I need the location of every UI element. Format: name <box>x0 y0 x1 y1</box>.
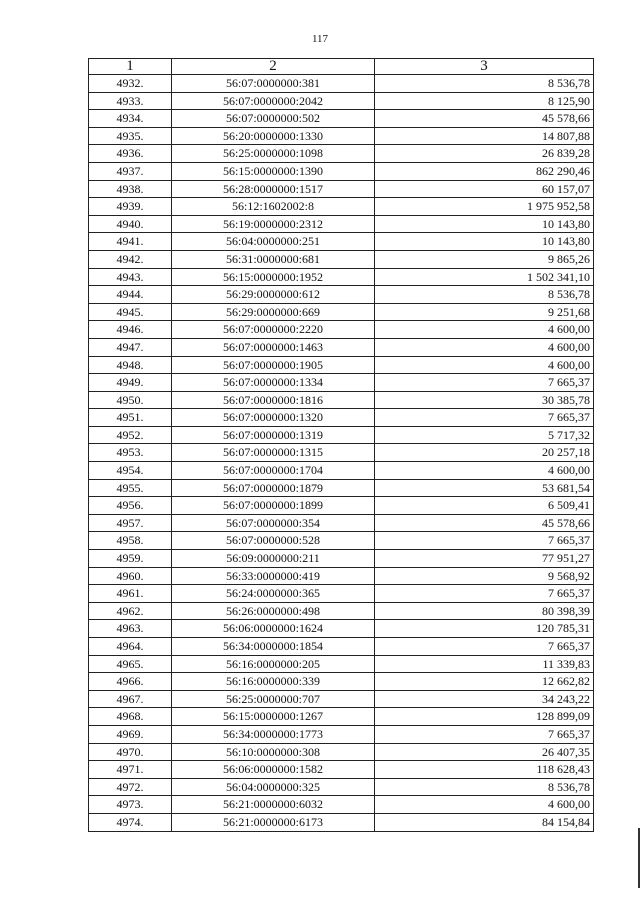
amount: 7 665,37 <box>375 725 594 743</box>
row-number: 4942. <box>89 250 172 268</box>
amount: 9 251,68 <box>375 303 594 321</box>
row-number: 4960. <box>89 567 172 585</box>
table-row <box>89 268 594 286</box>
row-number: 4968. <box>89 708 172 726</box>
column-header-3: 3 <box>375 59 594 75</box>
cadastral-number: 56:25:0000000:707 <box>172 690 375 708</box>
table-row <box>89 725 594 743</box>
cadastral-number: 56:07:0000000:1334 <box>172 374 375 392</box>
amount: 862 290,46 <box>375 162 594 180</box>
cadastral-number: 56:15:0000000:1952 <box>172 268 375 286</box>
cadastral-number: 56:07:0000000:1899 <box>172 497 375 515</box>
cadastral-number: 56:34:0000000:1854 <box>172 638 375 656</box>
table-row <box>89 303 594 321</box>
amount: 6 509,41 <box>375 497 594 515</box>
row-number: 4944. <box>89 286 172 304</box>
table-row <box>89 655 594 673</box>
amount: 20 257,18 <box>375 444 594 462</box>
cadastral-number: 56:19:0000000:2312 <box>172 215 375 233</box>
table-row <box>89 514 594 532</box>
column-header-2: 2 <box>172 59 375 75</box>
amount: 4 600,00 <box>375 356 594 374</box>
table-row <box>89 602 594 620</box>
row-number: 4971. <box>89 761 172 779</box>
cadastral-number: 56:07:0000000:2042 <box>172 92 375 110</box>
amount: 9 568,92 <box>375 567 594 585</box>
amount: 30 385,78 <box>375 391 594 409</box>
amount: 4 600,00 <box>375 321 594 339</box>
amount: 60 157,07 <box>375 180 594 198</box>
table-row <box>89 110 594 128</box>
cadastral-number: 56:12:1602002:8 <box>172 198 375 216</box>
column-header-1: 1 <box>89 59 172 75</box>
cadastral-number: 56:10:0000000:308 <box>172 743 375 761</box>
page-number: 117 <box>311 33 329 45</box>
table-row <box>89 462 594 480</box>
row-number: 4967. <box>89 690 172 708</box>
amount: 26 839,28 <box>375 145 594 163</box>
cadastral-number: 56:16:0000000:339 <box>172 673 375 691</box>
cadastral-number: 56:07:0000000:502 <box>172 110 375 128</box>
amount: 26 407,35 <box>375 743 594 761</box>
cadastral-number: 56:16:0000000:205 <box>172 655 375 673</box>
row-number: 4954. <box>89 462 172 480</box>
cadastral-number: 56:04:0000000:325 <box>172 778 375 796</box>
row-number: 4947. <box>89 338 172 356</box>
cadastral-number: 56:15:0000000:1267 <box>172 708 375 726</box>
amount: 9 865,26 <box>375 250 594 268</box>
table-row <box>89 550 594 568</box>
cadastral-number: 56:31:0000000:681 <box>172 250 375 268</box>
cadastral-number: 56:33:0000000:419 <box>172 567 375 585</box>
cadastral-number: 56:15:0000000:1390 <box>172 162 375 180</box>
table-row <box>89 638 594 656</box>
table-row <box>89 127 594 145</box>
table-row <box>89 356 594 374</box>
amount: 120 785,31 <box>375 620 594 638</box>
amount: 10 143,80 <box>375 215 594 233</box>
row-number: 4972. <box>89 778 172 796</box>
table-row <box>89 708 594 726</box>
table-row <box>89 92 594 110</box>
row-number: 4957. <box>89 514 172 532</box>
amount: 4 600,00 <box>375 796 594 814</box>
cadastral-number: 56:07:0000000:1816 <box>172 391 375 409</box>
amount: 1 975 952,58 <box>375 198 594 216</box>
row-number: 4937. <box>89 162 172 180</box>
table-row <box>89 778 594 796</box>
cadastral-number: 56:29:0000000:612 <box>172 286 375 304</box>
cadastral-number: 56:07:0000000:381 <box>172 75 375 93</box>
table-row <box>89 673 594 691</box>
row-number: 4950. <box>89 391 172 409</box>
cadastral-number: 56:06:0000000:1582 <box>172 761 375 779</box>
amount: 45 578,66 <box>375 514 594 532</box>
row-number: 4956. <box>89 497 172 515</box>
amount: 7 665,37 <box>375 532 594 550</box>
table-row <box>89 198 594 216</box>
table-row <box>89 796 594 814</box>
row-number: 4936. <box>89 145 172 163</box>
amount: 118 628,43 <box>375 761 594 779</box>
table-row <box>89 250 594 268</box>
amount: 11 339,83 <box>375 655 594 673</box>
cadastral-number: 56:07:0000000:354 <box>172 514 375 532</box>
cadastral-number: 56:06:0000000:1624 <box>172 620 375 638</box>
row-number: 4973. <box>89 796 172 814</box>
cadastral-number: 56:24:0000000:365 <box>172 585 375 603</box>
cadastral-number: 56:09:0000000:211 <box>172 550 375 568</box>
row-number: 4953. <box>89 444 172 462</box>
row-number: 4941. <box>89 233 172 251</box>
amount: 45 578,66 <box>375 110 594 128</box>
table-row <box>89 497 594 515</box>
table-row <box>89 215 594 233</box>
table-row <box>89 321 594 339</box>
cadastral-table <box>88 58 594 832</box>
row-number: 4963. <box>89 620 172 638</box>
amount: 128 899,09 <box>375 708 594 726</box>
table-row <box>89 620 594 638</box>
amount: 14 807,88 <box>375 127 594 145</box>
cadastral-number: 56:07:0000000:1463 <box>172 338 375 356</box>
amount: 8 536,78 <box>375 75 594 93</box>
amount: 34 243,22 <box>375 690 594 708</box>
cadastral-number: 56:07:0000000:1905 <box>172 356 375 374</box>
row-number: 4945. <box>89 303 172 321</box>
row-number: 4951. <box>89 409 172 427</box>
amount: 4 600,00 <box>375 462 594 480</box>
amount: 8 536,78 <box>375 778 594 796</box>
cadastral-number: 56:07:0000000:1315 <box>172 444 375 462</box>
cadastral-number: 56:07:0000000:1879 <box>172 479 375 497</box>
table-row <box>89 479 594 497</box>
cadastral-number: 56:29:0000000:669 <box>172 303 375 321</box>
row-number: 4955. <box>89 479 172 497</box>
amount: 8 125,90 <box>375 92 594 110</box>
amount: 77 951,27 <box>375 550 594 568</box>
cadastral-number: 56:25:0000000:1098 <box>172 145 375 163</box>
amount: 7 665,37 <box>375 638 594 656</box>
table-body <box>89 75 594 832</box>
cadastral-number: 56:20:0000000:1330 <box>172 127 375 145</box>
table-row <box>89 180 594 198</box>
row-number: 4935. <box>89 127 172 145</box>
row-number: 4962. <box>89 602 172 620</box>
amount: 4 600,00 <box>375 338 594 356</box>
table-row <box>89 532 594 550</box>
table-row <box>89 426 594 444</box>
row-number: 4965. <box>89 655 172 673</box>
cadastral-number: 56:34:0000000:1773 <box>172 725 375 743</box>
amount: 1 502 341,10 <box>375 268 594 286</box>
row-number: 4964. <box>89 638 172 656</box>
table-row <box>89 761 594 779</box>
amount: 7 665,37 <box>375 409 594 427</box>
cadastral-number: 56:07:0000000:2220 <box>172 321 375 339</box>
row-number: 4970. <box>89 743 172 761</box>
table-row <box>89 233 594 251</box>
amount: 7 665,37 <box>375 374 594 392</box>
amount: 12 662,82 <box>375 673 594 691</box>
cadastral-number: 56:26:0000000:498 <box>172 602 375 620</box>
row-number: 4949. <box>89 374 172 392</box>
table-row <box>89 444 594 462</box>
table-row <box>89 813 594 831</box>
row-number: 4948. <box>89 356 172 374</box>
amount: 8 536,78 <box>375 286 594 304</box>
row-number: 4934. <box>89 110 172 128</box>
row-number: 4933. <box>89 92 172 110</box>
table-row <box>89 585 594 603</box>
amount: 84 154,84 <box>375 813 594 831</box>
amount: 7 665,37 <box>375 585 594 603</box>
row-number: 4974. <box>89 813 172 831</box>
row-number: 4961. <box>89 585 172 603</box>
row-number: 4958. <box>89 532 172 550</box>
cadastral-number: 56:04:0000000:251 <box>172 233 375 251</box>
row-number: 4943. <box>89 268 172 286</box>
table-row <box>89 567 594 585</box>
row-number: 4969. <box>89 725 172 743</box>
row-number: 4938. <box>89 180 172 198</box>
table-row <box>89 391 594 409</box>
row-number: 4952. <box>89 426 172 444</box>
table-row <box>89 409 594 427</box>
table-row <box>89 743 594 761</box>
table-row <box>89 286 594 304</box>
cadastral-number: 56:28:0000000:1517 <box>172 180 375 198</box>
table-row <box>89 374 594 392</box>
cadastral-number: 56:07:0000000:1704 <box>172 462 375 480</box>
row-number: 4932. <box>89 75 172 93</box>
row-number: 4959. <box>89 550 172 568</box>
table-header-row <box>89 59 594 75</box>
table-row <box>89 75 594 93</box>
table-row <box>89 690 594 708</box>
row-number: 4939. <box>89 198 172 216</box>
table-row <box>89 145 594 163</box>
amount: 5 717,32 <box>375 426 594 444</box>
row-number: 4940. <box>89 215 172 233</box>
amount: 53 681,54 <box>375 479 594 497</box>
row-number: 4966. <box>89 673 172 691</box>
table-row <box>89 162 594 180</box>
table-row <box>89 338 594 356</box>
cadastral-number: 56:21:0000000:6032 <box>172 796 375 814</box>
row-number: 4946. <box>89 321 172 339</box>
cadastral-number: 56:07:0000000:1320 <box>172 409 375 427</box>
amount: 10 143,80 <box>375 233 594 251</box>
amount: 80 398,39 <box>375 602 594 620</box>
cadastral-number: 56:07:0000000:528 <box>172 532 375 550</box>
cadastral-number: 56:21:0000000:6173 <box>172 813 375 831</box>
cadastral-number: 56:07:0000000:1319 <box>172 426 375 444</box>
